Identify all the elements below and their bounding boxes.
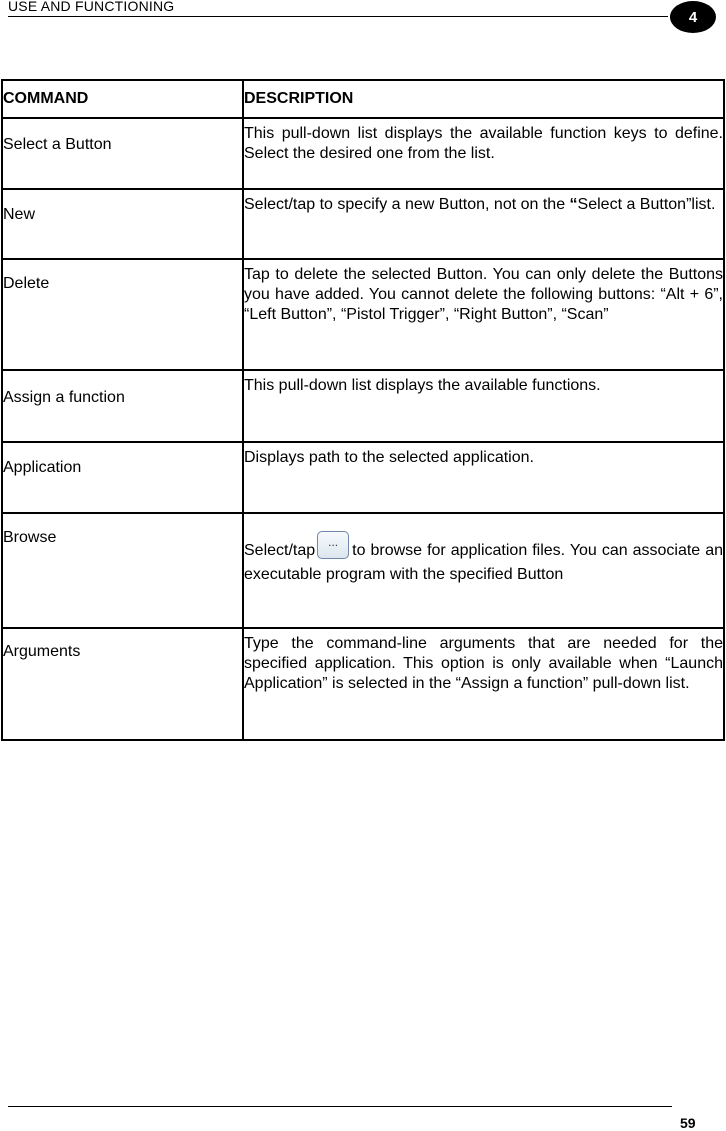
description-cell: This pull-down list displays the available function keys to define. Select the desired one from the list. bbox=[243, 118, 724, 189]
description-cell: This pull-down list displays the available functions. bbox=[243, 370, 724, 442]
description-cell bbox=[243, 189, 724, 259]
description-text: Select/tap bbox=[244, 542, 316, 560]
description-text: Select a Button”list. bbox=[577, 196, 716, 213]
browse-ellipsis-icon: ... bbox=[317, 531, 349, 559]
column-header-description: DESCRIPTION bbox=[243, 80, 724, 118]
command-cell: Assign a function bbox=[2, 370, 243, 442]
description-quote-mark: “ bbox=[569, 196, 578, 213]
command-cell: Delete bbox=[2, 259, 243, 370]
description-cell: Displays path to the selected application. bbox=[243, 442, 724, 513]
command-cell: Application bbox=[2, 442, 243, 513]
table-row bbox=[2, 442, 724, 513]
table-header-row bbox=[2, 80, 724, 118]
command-cell: Arguments bbox=[2, 628, 243, 740]
table-row bbox=[2, 370, 724, 442]
table-row bbox=[2, 118, 724, 189]
description-text: Select/tap to specify a new Button, not on the bbox=[244, 196, 570, 213]
command-cell: Select a Button bbox=[2, 118, 243, 189]
footer-divider bbox=[8, 1106, 672, 1107]
description-cell: Type the command-line arguments that are needed for the specified application. This option is only available when “Launch Application” is selected in the “Assign a function” pull-down list. bbox=[243, 628, 724, 740]
section-title: USE AND FUNCTIONING bbox=[8, 0, 175, 14]
chapter-badge: 4 bbox=[670, 1, 716, 33]
table-row bbox=[2, 513, 724, 628]
description-cell: Tap to delete the selected Button. You can only delete the Buttons you have added. You cannot delete the following buttons: “Alt + 6”, “Left Button”, “Pistol Trigger”, “Right Button”, “Scan” bbox=[243, 259, 724, 370]
command-cell: Browse bbox=[2, 513, 243, 628]
command-table bbox=[1, 79, 725, 741]
table-row bbox=[2, 259, 724, 370]
description-cell bbox=[243, 513, 724, 628]
description-text: to browse for application files. You can associate an executable program with the specified Button bbox=[244, 542, 723, 583]
table-row bbox=[2, 628, 724, 740]
page-number: 59 bbox=[680, 1115, 696, 1131]
header-divider bbox=[8, 16, 668, 17]
command-cell: New bbox=[2, 189, 243, 259]
column-header-command: COMMAND bbox=[2, 80, 243, 118]
table-row bbox=[2, 189, 724, 259]
